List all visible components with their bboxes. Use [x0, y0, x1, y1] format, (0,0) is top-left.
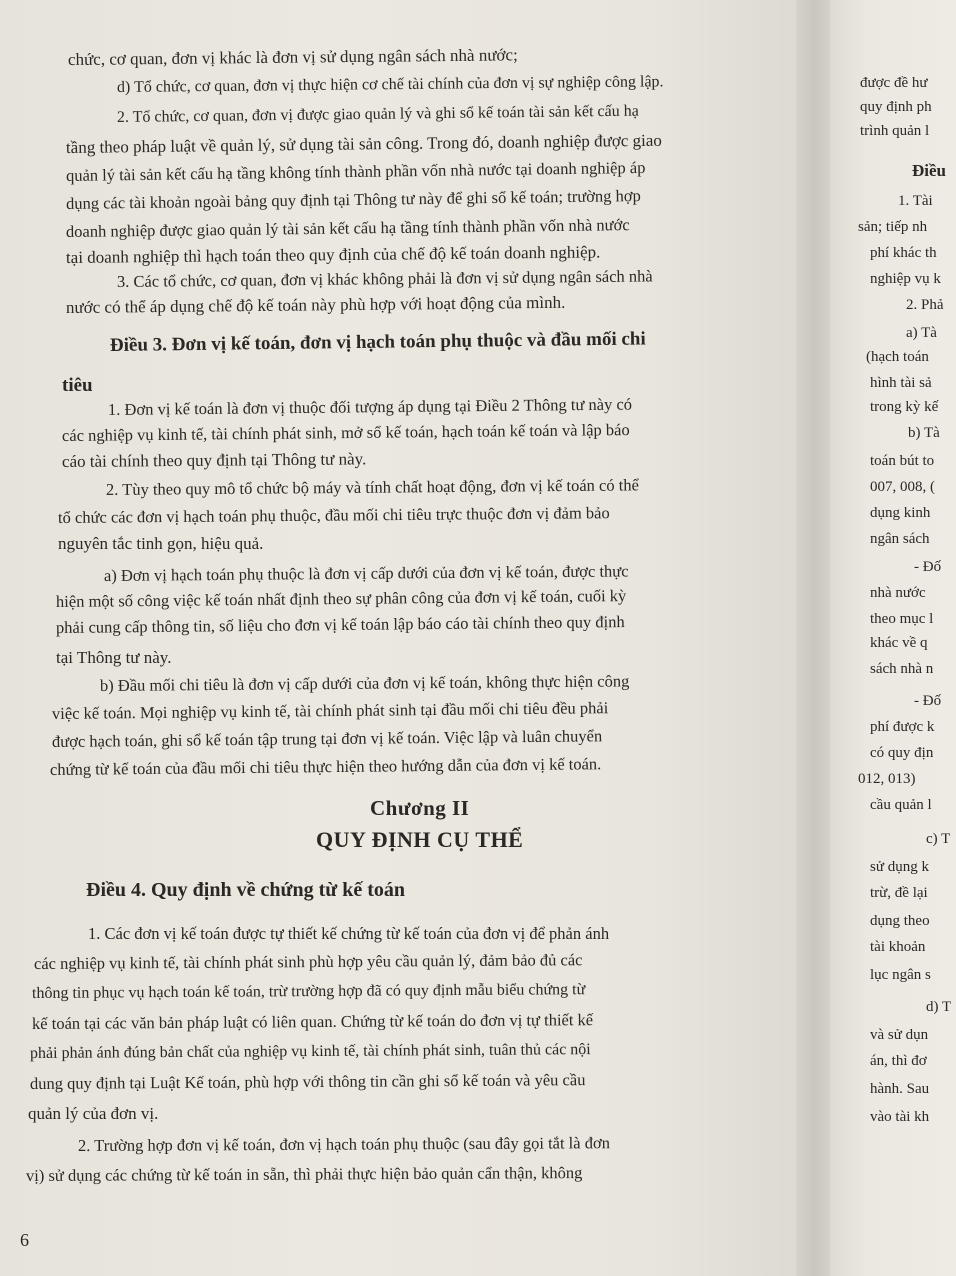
- right-text-line: toán bút to: [870, 453, 935, 469]
- chapter-title: Chương II: [370, 796, 470, 820]
- right-text-line: - Đố: [914, 693, 942, 709]
- right-text-line: cầu quản l: [870, 797, 932, 813]
- text-line: các nghiệp vụ kinh tế, tài chính phát sinh, mở sổ kế toán, hạch toán kế toán và lập báo: [61, 420, 630, 445]
- right-text-line: trình quản l: [860, 123, 930, 139]
- right-text-line: trừ, đề lại: [870, 885, 928, 901]
- right-text-line: sách nhà n: [870, 661, 934, 677]
- text-line: được hạch toán, ghi sổ kế toán tập trung tại đơn vị kế toán. Việc lập và luân chuyển: [51, 726, 603, 751]
- text-line: quản lý tài sản kết cấu hạ tầng không tính thành phần vốn nhà nước tại doanh nghiệp áp: [65, 157, 646, 185]
- text-line: tầng theo pháp luật về quản lý, sử dụng tài sản công. Trong đó, doanh nghiệp được giao: [65, 130, 662, 157]
- right-text-line: dụng theo: [870, 913, 930, 929]
- text-line: doanh nghiệp được giao quản lý tài sản kết cấu hạ tầng tính thành phần vốn nhà nước: [65, 215, 630, 241]
- right-text-line: nghiệp vụ k: [870, 271, 941, 287]
- text-line: 3. Các tổ chức, cơ quan, đơn vị khác không phải là đơn vị sử dụng ngân sách nhà: [116, 266, 653, 291]
- text-line: dung quy định tại Luật Kế toán, phù hợp với thông tin cần ghi sổ kế toán và yêu cầu: [29, 1070, 586, 1093]
- right-text-line: sản; tiếp nh: [858, 219, 928, 235]
- right-text-line: và sử dụn: [870, 1027, 929, 1043]
- right-text-line: vào tài kh: [870, 1109, 930, 1125]
- article-4-heading: Điều 4. Quy định về chứng từ kế toán: [86, 879, 406, 901]
- right-text-line: 012, 013): [858, 771, 916, 787]
- text-line: cáo tài chính theo quy định tại Thông tư này.: [61, 449, 367, 471]
- right-text-line: hình tài sả: [870, 375, 932, 391]
- text-line: tại doanh nghiệp thì hạch toán theo quy định của chế độ kế toán doanh nghiệp.: [65, 242, 601, 267]
- text-line: dụng các tài khoản ngoài bảng quy định tại Thông tư này để ghi sổ kế toán; trường hợp: [65, 185, 641, 213]
- text-line: hiện một số công việc kế toán nhất định theo sự phân công của đơn vị kế toán, cuối kỳ: [55, 586, 627, 611]
- text-line: b) Đầu mối chi tiêu là đơn vị cấp dưới của đơn vị kế toán, không thực hiện công: [99, 671, 630, 695]
- right-text-line: được đề hư: [860, 75, 928, 91]
- right-text-line: theo mục l: [870, 611, 934, 627]
- text-line: nước có thể áp dụng chế độ kế toán này phù hợp với hoạt động của mình.: [65, 292, 566, 317]
- right-text-line: trong kỳ kế: [870, 399, 939, 415]
- chapter-subtitle: QUY ĐỊNH CỤ THỂ: [316, 827, 524, 852]
- text-line: thông tin phục vụ hạch toán kế toán, trừ trường hợp đã có quy định mẫu biểu chứng từ: [31, 981, 586, 1002]
- text-line: các nghiệp vụ kinh tế, tài chính phát sinh phù hợp yêu cầu quản lý, đảm bảo đủ các: [33, 950, 583, 973]
- right-text-line: phí được k: [870, 719, 935, 735]
- right-text-line: tài khoản: [870, 939, 926, 955]
- text-line: 2. Trường hợp đơn vị kế toán, đơn vị hạch toán phụ thuộc (sau đây gọi tắt là đơn: [77, 1133, 610, 1155]
- right-text-line: b) Tà: [908, 425, 940, 441]
- text-line: 1. Đơn vị kế toán là đơn vị thuộc đối tượng áp dụng tại Điều 2 Thông tư này có: [107, 394, 633, 419]
- text-line: nguyên tắc tinh gọn, hiệu quả.: [58, 534, 264, 553]
- right-text-line: - Đố: [914, 559, 942, 575]
- right-text-line: sử dụng k: [870, 859, 929, 875]
- right-text-line: a) Tà: [906, 325, 937, 341]
- right-text-line: nhà nước: [870, 585, 926, 601]
- right-heading: Điều: [912, 161, 946, 180]
- text-line: quản lý của đơn vị.: [28, 1104, 159, 1123]
- text-line: chức, cơ quan, đơn vị khác là đơn vị sử dụng ngân sách nhà nước;: [67, 45, 518, 69]
- right-text-line: d) T: [926, 999, 952, 1015]
- right-text-line: 007, 008, (: [870, 479, 935, 495]
- text-line: kế toán tại các văn bản pháp luật có liên quan. Chứng từ kế toán do đơn vị tự thiết kế: [31, 1010, 594, 1033]
- text-line: 2. Tổ chức, cơ quan, đơn vị được giao quản lý và ghi sổ kế toán tài sản kết cấu hạ: [116, 102, 639, 126]
- right-text-line: án, thì đơ: [870, 1053, 927, 1069]
- right-text-line: lục ngân s: [870, 967, 931, 983]
- text-line: 2. Tùy theo quy mô tổ chức bộ máy và tính chất hoạt động, đơn vị kế toán có thể: [105, 475, 639, 499]
- text-line: 1. Các đơn vị kế toán được tự thiết kế chứng từ kế toán của đơn vị để phản ánh: [88, 924, 610, 943]
- right-text-line: khác về q: [870, 635, 928, 651]
- right-text-line: c) T: [926, 831, 951, 847]
- right-text-line: 1. Tài: [898, 193, 933, 209]
- text-line: phải phản ánh đúng bản chất của nghiệp vụ kinh tế, tài chính phát sinh, tuân thủ các nội: [29, 1041, 591, 1062]
- article-3-heading: Điều 3. Đơn vị kế toán, đơn vị hạch toán phụ thuộc và đầu mối chi: [109, 328, 646, 356]
- text-line: phải cung cấp thông tin, số liệu cho đơn vị kế toán lập báo cáo tài chính theo quy định: [55, 612, 625, 637]
- right-text-line: (hạch toán: [866, 349, 929, 365]
- text-line: tổ chức các đơn vị hạch toán phụ thuộc, đầu mối chi tiêu trực thuộc đơn vị đảm bảo: [57, 503, 610, 527]
- text-line: tại Thông tư này.: [56, 648, 172, 667]
- text-line: chứng từ kế toán của đầu mối chi tiêu thực hiện theo hướng dẫn của đơn vị kế toán.: [49, 754, 602, 779]
- right-text-line: dụng kinh: [870, 505, 931, 521]
- right-text-line: có quy địn: [870, 745, 934, 761]
- right-text-line: quy định ph: [860, 99, 932, 115]
- text-line: a) Đơn vị hạch toán phụ thuộc là đơn vị cấp dưới của đơn vị kế toán, được thực: [103, 561, 629, 585]
- article-3-heading-cont: tiêu: [62, 375, 93, 396]
- right-text-line: ngân sách: [870, 531, 930, 547]
- text-line: d) Tổ chức, cơ quan, đơn vị thực hiện cơ chế tài chính của đơn vị sự nghiệp công lập.: [116, 73, 664, 96]
- text-line: vị) sử dụng các chứng từ kế toán in sẵn, thì phải thực hiện bảo quản cẩn thận, không: [25, 1163, 583, 1185]
- right-text-line: phí khác th: [870, 245, 937, 261]
- page-number: 6: [20, 1230, 29, 1250]
- right-page: [830, 0, 956, 1276]
- text-line: việc kế toán. Mọi nghiệp vụ kinh tế, tài chính phát sinh tại đầu mối chi tiêu đều phải: [51, 698, 609, 723]
- right-text-line: 2. Phả: [906, 297, 944, 313]
- right-text-line: hành. Sau: [870, 1081, 930, 1097]
